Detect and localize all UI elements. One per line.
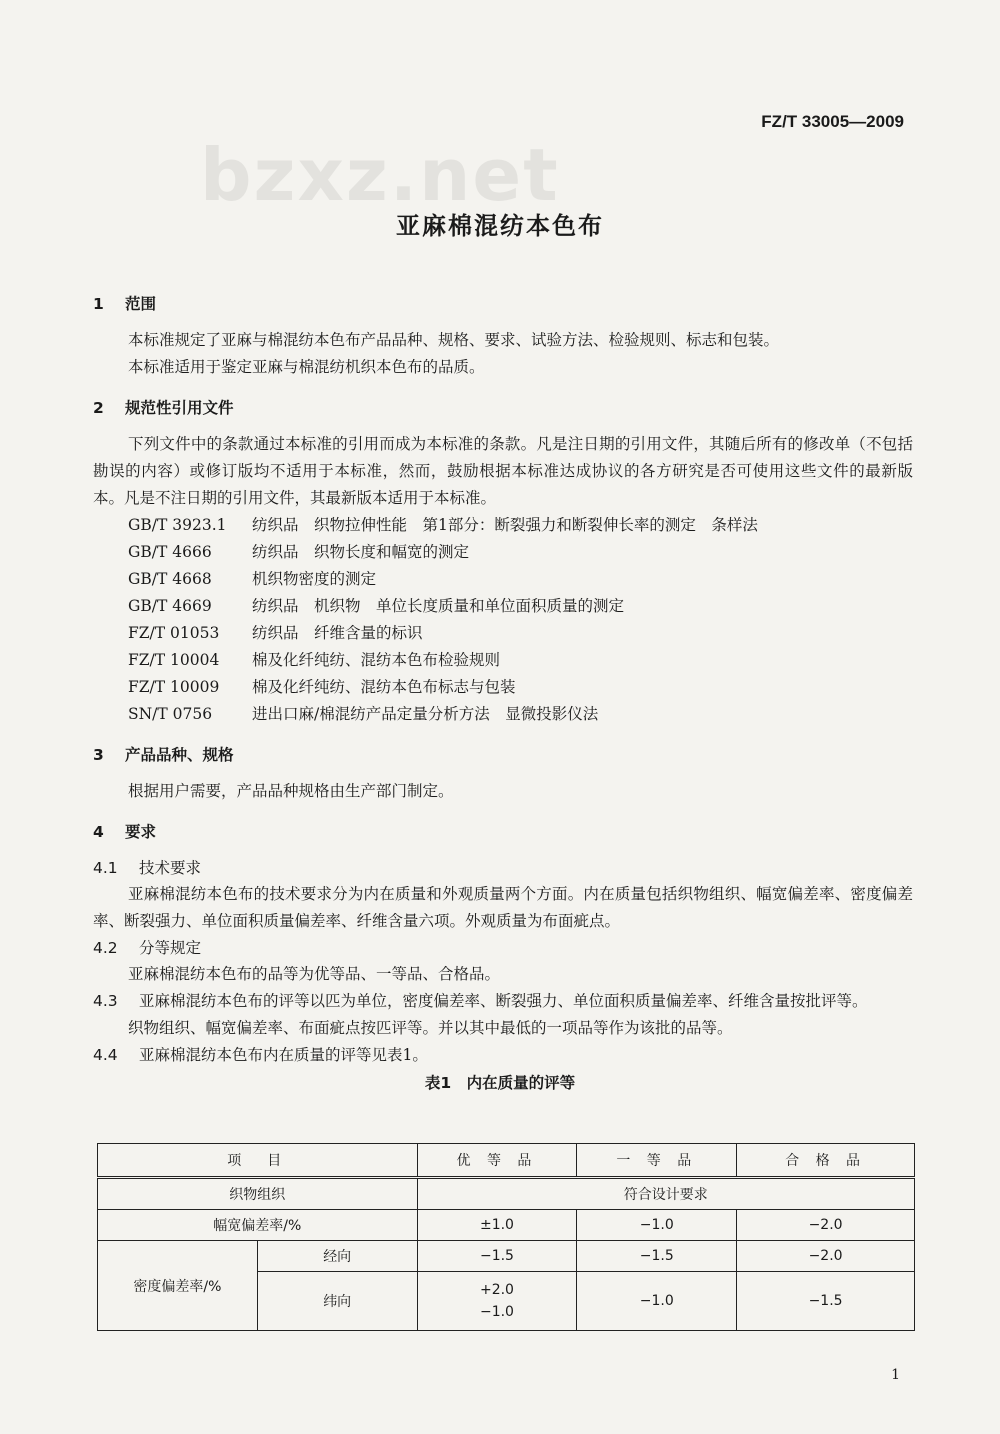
table-cell-stacked: +2.0 −1.0 [417, 1272, 577, 1331]
table-cell: −1.5 [577, 1241, 737, 1272]
reference-item: FZ/T 10004 棉及化纤纯纺、混纺本色布检验规则 [128, 651, 501, 669]
reference-list [93, 512, 913, 728]
table-cell: −1.5 [737, 1272, 915, 1331]
section-4-4-para: 4.4 亚麻棉混纺本色布内在质量的评等见表1。 [93, 1046, 428, 1064]
section-4-3-para-2: 织物组织、幅宽偏差率、布面疵点按匹评等。并以其中最低的一项品等作为该批的品等。 [128, 1019, 733, 1037]
table-cell: −2.0 [737, 1210, 915, 1241]
section-1-heading: 1 范围 [93, 295, 157, 313]
section-2-heading: 2 规范性引用文件 [93, 399, 234, 417]
document-title: 亚麻棉混纺本色布 [396, 212, 604, 240]
table-cell: −1.0 [577, 1272, 737, 1331]
row-label-weft: 纬向 [257, 1272, 417, 1331]
reference-item: SN/T 0756 进出口麻/棉混纺产品定量分析方法 显微投影仪法 [128, 705, 599, 723]
row-label-density: 密度偏差率/% [98, 1241, 258, 1331]
section-4-2-heading: 4.2 分等规定 [93, 939, 202, 957]
header-premium-grade: 优 等 品 [417, 1144, 577, 1178]
quality-grading-table [97, 1143, 915, 1331]
header-qualified-grade: 合 格 品 [737, 1144, 915, 1178]
reference-item: GB/T 4666 纺织品 织物长度和幅宽的测定 [128, 543, 470, 561]
header-item: 项 目 [98, 1144, 418, 1178]
document-body [93, 291, 913, 1097]
section-3-heading: 3 产品品种、规格 [93, 746, 234, 764]
table-cell: −1.5 [417, 1241, 577, 1272]
reference-item: GB/T 4668 机织物密度的测定 [128, 570, 377, 588]
standard-code: FZ/T 33005—2009 [761, 112, 904, 131]
section-1-para-2: 本标准适用于鉴定亚麻与棉混纺机织本色布的品质。 [128, 358, 485, 376]
reference-item: FZ/T 10009 棉及化纤纯纺、混纺本色布标志与包装 [128, 678, 516, 696]
weave-requirement: 符合设计要求 [417, 1178, 914, 1210]
table-header-row [98, 1144, 915, 1178]
reference-item: GB/T 4669 纺织品 机织物 单位长度质量和单位面积质量的测定 [128, 597, 625, 615]
table-row [98, 1210, 915, 1241]
table-cell: −2.0 [737, 1241, 915, 1272]
section-4-heading: 4 要求 [93, 823, 157, 841]
table-1-caption: 表1 内在质量的评等 [424, 1074, 576, 1092]
reference-item: FZ/T 01053 纺织品 纤维含量的标识 [128, 624, 423, 642]
table-row [98, 1178, 915, 1210]
row-label-weave: 织物组织 [98, 1178, 418, 1210]
section-4-1-heading: 4.1 技术要求 [93, 859, 202, 877]
watermark-text: bzxz.net [200, 133, 560, 217]
page-number: 1 [891, 1367, 900, 1383]
section-4-3-para-1: 4.3 亚麻棉混纺本色布的评等以匹为单位，密度偏差率、断裂强力、单位面积质量偏差率、纤维含量按批评等。 [93, 992, 868, 1010]
table-cell: ±1.0 [417, 1210, 577, 1241]
section-2-intro: 下列文件中的条款通过本标准的引用而成为本标准的条款。凡是注日期的引用文件，其随后所有的修改单（不包括勘误的内容）或修订版均不适用于本标准，然而，鼓励根据本标准达成协议的各方研究是否可使用这些文件的最新版本。凡是不注日期的引用文件，其最新版本适用于本标准。 [93, 435, 913, 507]
table-cell: −1.0 [577, 1210, 737, 1241]
row-label-width: 幅宽偏差率/% [98, 1210, 418, 1241]
section-3-para-1: 根据用户需要，产品品种规格由生产部门制定。 [128, 782, 454, 800]
section-4-2-para: 亚麻棉混纺本色布的品等为优等品、一等品、合格品。 [128, 965, 501, 983]
reference-item: GB/T 3923.1 纺织品 织物拉伸性能 第1部分：断裂强力和断裂伸长率的测定 条样法 [128, 516, 758, 534]
row-label-warp: 经向 [257, 1241, 417, 1272]
header-first-grade: 一 等 品 [577, 1144, 737, 1178]
section-1-para-1: 本标准规定了亚麻与棉混纺本色布产品品种、规格、要求、试验方法、检验规则、标志和包装。 [128, 331, 780, 349]
table-row [98, 1241, 915, 1272]
section-4-1-para: 亚麻棉混纺本色布的技术要求分为内在质量和外观质量两个方面。内在质量包括织物组织、幅宽偏差率、密度偏差率、断裂强力、单位面积质量偏差率、纤维含量六项。外观质量为布面疵点。 [93, 885, 913, 930]
